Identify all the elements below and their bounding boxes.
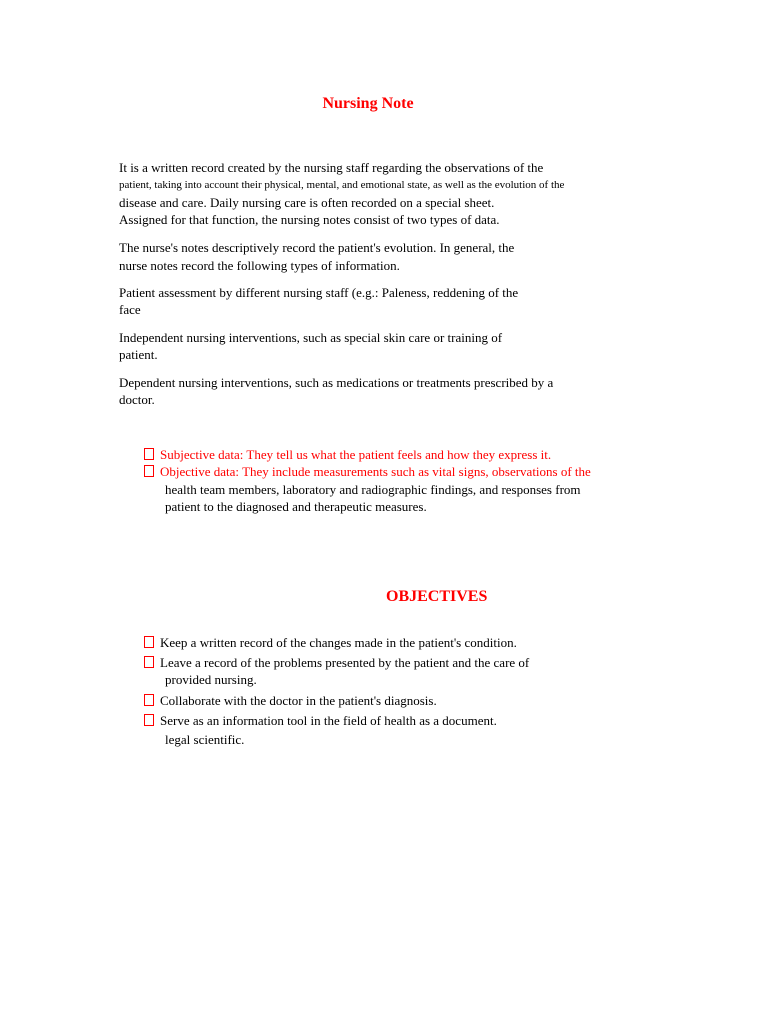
objective-data-continuation-2: patient to the diagnosed and therapeutic measures. xyxy=(165,499,427,514)
intro-line-3: disease and care. Daily nursing care is often recorded on a special sheet. xyxy=(119,195,495,210)
objective-item-4-text: Serve as an information tool in the field of health as a document. xyxy=(160,713,497,728)
intro-line-4: Assigned for that function, the nursing notes consist of two types of data. xyxy=(119,212,500,227)
intro-line-1: It is a written record created by the nursing staff regarding the observations of the xyxy=(119,160,544,175)
bullet-box-icon xyxy=(144,714,154,726)
objective-item-4-continuation: legal scientific. xyxy=(165,732,245,747)
bullet-box-icon xyxy=(144,656,154,668)
para3-line-2: face xyxy=(119,302,141,317)
objective-item-2-text: Leave a record of the problems presented by the patient and the care of xyxy=(160,655,530,670)
bullet-box-icon xyxy=(144,636,154,648)
objective-item-4 xyxy=(144,712,497,729)
para2-line-2: nurse notes record the following types of information. xyxy=(119,258,400,273)
objective-data-text: Objective data: They include measurements such as vital signs, observations of the xyxy=(160,464,591,479)
para5-line-2: doctor. xyxy=(119,392,155,407)
bullet-box-icon xyxy=(144,694,154,706)
objective-item-1 xyxy=(144,634,517,651)
subjective-data-text: Subjective data: They tell us what the patient feels and how they express it. xyxy=(160,447,552,462)
bullet-box-icon xyxy=(144,465,154,477)
para4-line-2: patient. xyxy=(119,347,158,362)
intro-line-2: patient, taking into account their physical, mental, and emotional state, as well as the evolution of the xyxy=(119,179,565,191)
para2-line-1: The nurse's notes descriptively record the patient's evolution. In general, the xyxy=(119,240,515,255)
objective-data-item xyxy=(144,463,591,480)
objective-item-3 xyxy=(144,692,437,709)
para3-line-1: Patient assessment by different nursing staff (e.g.: Paleness, reddening of the xyxy=(119,285,519,300)
page-title: Nursing Note xyxy=(322,95,414,112)
objective-data-continuation-1: health team members, laboratory and radiographic findings, and responses from xyxy=(165,482,581,497)
bullet-box-icon xyxy=(144,448,154,460)
objective-item-3-text: Collaborate with the doctor in the patient's diagnosis. xyxy=(160,693,437,708)
objective-item-2 xyxy=(144,654,529,671)
para5-line-1: Dependent nursing interventions, such as medications or treatments prescribed by a xyxy=(119,375,554,390)
objective-item-1-text: Keep a written record of the changes made in the patient's condition. xyxy=(160,635,517,650)
subjective-data-item xyxy=(144,446,551,463)
objectives-heading: OBJECTIVES xyxy=(386,588,488,605)
objective-item-2-continuation: provided nursing. xyxy=(165,672,257,687)
para4-line-1: Independent nursing interventions, such as special skin care or training of xyxy=(119,330,503,345)
